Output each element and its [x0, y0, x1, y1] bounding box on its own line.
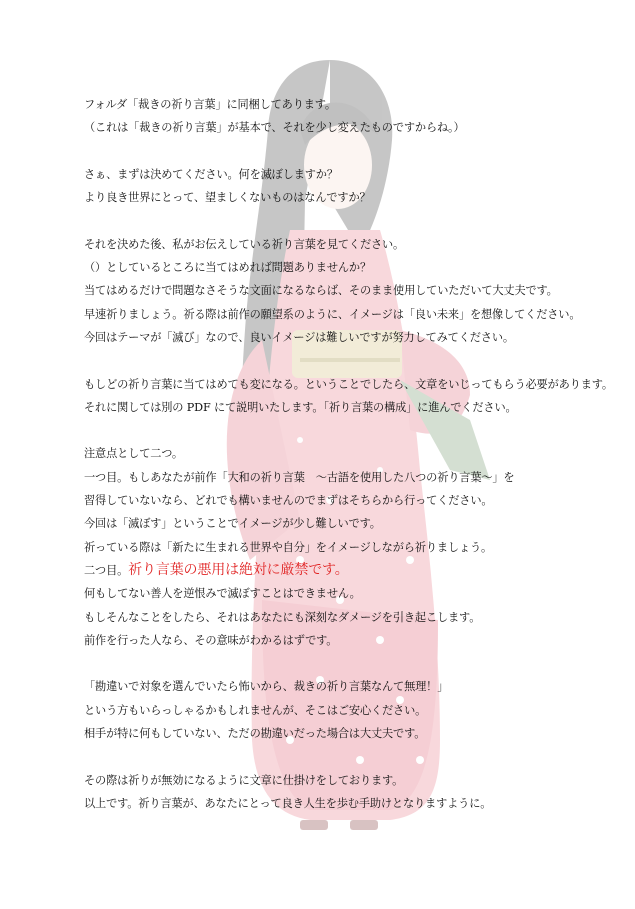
text-line: （これは「裁きの祈り言葉」が基本で、それを少し変えたものですからね。）: [84, 121, 465, 135]
paragraph-gap: [84, 209, 604, 232]
warning-text: 祈り言葉の悪用は絶対に厳禁です。: [128, 561, 349, 578]
text-line: もしそんなことをしたら、それはあなたにも深刻なダメージを引き起こします。: [84, 610, 481, 624]
text-line: 注意点として二つ。: [84, 447, 183, 461]
text-line: それを決めた後、私がお伝えしている祈り言葉を見てください。: [84, 237, 405, 251]
text-line: という方もいらっしゃるかもしれませんが、そこはご安心ください。: [84, 703, 427, 717]
text-line: 早速祈りましょう。祈る際は前作の願望系のように、イメージは「良い未来」を想像してください。: [84, 307, 581, 321]
warning-line: [84, 559, 604, 582]
text-line: 当てはめるだけで問題なさそうな文面になるならば、そのまま使用していただいて大丈夫です。: [84, 284, 558, 298]
text-line: 以上です。祈り言葉が、あなたにとって良き人生を歩む手助けとなりますように。: [84, 796, 492, 810]
text-line: より良き世界にとって、望ましくないものはなんですか？: [84, 191, 371, 205]
text-line: 今回は「滅ぼす」ということでイメージが少し難しいです。: [84, 517, 381, 531]
text-line: さぁ、まずは決めてください。何を滅ぼしますか？: [84, 167, 338, 181]
paragraph-gap: [84, 419, 604, 442]
paragraph-gap: [84, 652, 604, 675]
text-line: フォルダ「裁きの祈り言葉」に同梱してあります。: [84, 98, 336, 111]
paragraph-gap: [84, 140, 604, 163]
text-line: 祈っている際は「新たに生まれる世界や自分」をイメージしながら祈りましょう。: [84, 540, 493, 554]
paragraph-gap: [84, 349, 604, 372]
document-body: [84, 93, 613, 815]
text-line: 前作を行った人なら、その意味がわかるはずです。: [84, 633, 338, 647]
text-line: 相手が特に何もしていない、ただの勘違いだった場合は大丈夫です。: [84, 727, 426, 741]
text-line: 一つ目。もしあなたが前作「大和の祈り言葉 ～古語を使用した八つの祈り言葉～」を: [84, 470, 515, 484]
text-line: （）としているところに当てはめれば問題ありませんか？: [84, 261, 371, 275]
text-line: その際は祈りが無効になるように文章に仕掛けをしております。: [84, 773, 404, 787]
text-line: 何もしてない善人を逆恨みで滅ぼすことはできません。: [84, 587, 361, 601]
text-line: 今回はテーマが「滅び」なので、良いイメージは難しいですが努力してみてください。: [84, 330, 514, 344]
text-line: 習得していないなら、どれでも構いませんのでまずはそちらから行ってください。: [84, 494, 493, 508]
warning-prefix: 二つ目。: [84, 563, 129, 577]
text-line: もしどの祈り言葉に当てはめても変になる。ということでしたら、文章をいじってもらう必要があります。: [84, 377, 613, 391]
paragraph-gap: [84, 745, 604, 768]
text-line: それに関しては別の PDF にて説明いたします。「祈り言葉の構成」に進んでください。: [84, 400, 517, 414]
text-line: 「勘違いで対象を選んでいたら怖いから、裁きの祈り言葉なんて無理！」: [84, 680, 449, 694]
